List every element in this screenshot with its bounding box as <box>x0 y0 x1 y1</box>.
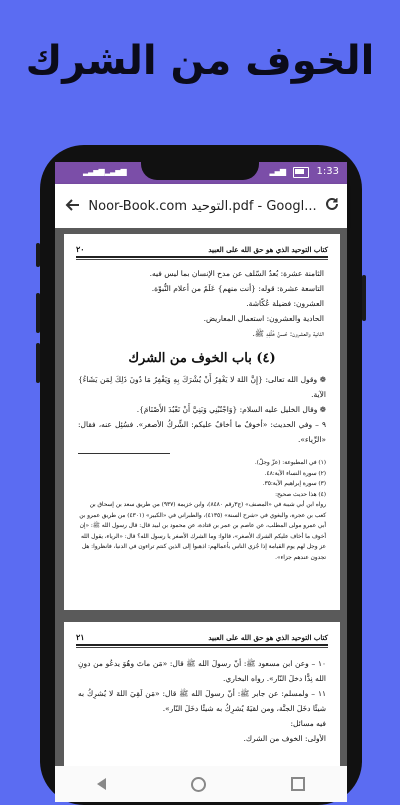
pdf-page <box>64 234 340 610</box>
phone-frame <box>40 145 362 805</box>
app-bar <box>55 184 347 228</box>
body-paragraph: الأولى: الخوف من الشرك. <box>243 734 326 743</box>
footnote: رواه ابن أبي شيبة في «المصنف» (ج٣رقم ٨٤٨٠)، وابن خزيمة (٩٣٧) من طريق سعد بن إسحاق بن كعب بن عجرة، والبغوي في «شرح السنة» (٤١٣٥)، والطبراني في «الكبير» (٤٣٠١) من طريق عمرو بن أبي عمرو مولى المطلب، عن عاصم بن عمر بن قتادة، عن محمود بن لبيد قال: قال رسول الله ﷺ: «إن أخوف ما أخاف عليكم الشرك الأصغر»، قالوا: وما الشرك الأصغر يا رسول الله؟ قال: «الرياء، يقول الله عز وجل لهم يوم القيامة إذا جُزي الناس بأعمالهم: اذهبوا إلى الذين كنتم تراءون في الدنيا، فانظروا: هل تجدون عندهم جزاء». <box>79 502 326 561</box>
signal-icon: ▂▃▅▆ <box>105 167 126 176</box>
camera-notch <box>141 160 259 180</box>
list-item: الحادية والعشرون: استعمال المعاريض. <box>203 314 324 323</box>
footnote: (١) في المطبوعة: (عزّ وجلّ). <box>254 460 326 466</box>
signal-icon: ▂▄▆ <box>269 167 285 176</box>
system-nav-bar <box>55 766 347 802</box>
header-rule <box>76 647 328 648</box>
pdf-viewer[interactable] <box>55 228 347 766</box>
nav-recents-icon[interactable] <box>291 777 305 791</box>
chapter-heading: (٤) باب الخوف من الشرك <box>128 351 276 366</box>
pdf-page <box>64 622 340 782</box>
nav-back-icon[interactable] <box>97 778 106 790</box>
status-bar <box>55 162 347 184</box>
nav-home-icon[interactable] <box>191 777 206 792</box>
battery-icon <box>293 167 309 178</box>
issue-list <box>80 266 324 341</box>
footnote-rule <box>78 453 170 454</box>
status-time: 1:33 <box>316 166 339 177</box>
list-item: الثامنة عشرة: بُعدُ السّلف عن مدح الإنسان بما ليس فيه. <box>149 269 324 278</box>
running-title: كتاب التوحيد الذي هو حق الله على العبيد <box>208 245 328 254</box>
phone-side-button <box>36 243 40 267</box>
footnotes <box>78 458 326 563</box>
promo-headline: الخوف من الشرك <box>25 38 375 84</box>
header-rule <box>76 259 328 260</box>
phone-side-button <box>36 343 40 383</box>
running-title: كتاب التوحيد الذي هو حق الله على العبيد <box>208 633 328 642</box>
footnote: (٣) سورة إبراهيم الآية:٣٥. <box>262 481 326 487</box>
page-number: ٢١ <box>76 632 85 642</box>
body-paragraph: ١٠ – وعن ابن مسعود ﷺ: أنّ رسولَ الله ﷺ قال: «مَن ماتَ وهُوَ يدعُو من دونِ الله نِدًّا دخلَ النّار». رواه البخاري. <box>78 659 326 683</box>
list-item: العشرون: فضيلة عُكّاشة. <box>246 299 324 308</box>
body-paragraph: ❁ وقال الخليل عليه السلام: {وَاجْنُبْنِي وَبَنِيَّ أَنْ نَعْبُدَ الأَصْنَامَ}. <box>136 405 326 414</box>
footnote: (٢) سورة النساء الآية:٤٨. <box>264 470 326 477</box>
document-title: Noor-Book.com التوحيد.pdf - Googl... <box>88 198 317 214</box>
phone-screen <box>55 162 347 802</box>
phone-power-button <box>362 275 366 321</box>
footnote: (٤) هذا حديث صحيح: <box>275 491 326 498</box>
list-item: الثانية والعشرون: حُسنُ خُلُقِهِ ﷺ. <box>252 329 324 338</box>
body-paragraph: ٩ – وفي الحديث: «أخوفُ ما أخافُ عليكم: الشِّركُ الأصغر». فسُئِل عنه، فقال: «الرِّياء». <box>78 420 326 444</box>
body-paragraph: ١١ – ولمسلم: عن جابر ﷺ: أنّ رسولَ الله ﷺ قال: «مَن لَقِيَ اللهَ لا يُشرِكُ به شيئًا دخَلَ الجنَّة، ومن لقيَهُ يُشرِكُ به شيئًا دخَلَ النّار». <box>78 689 326 713</box>
chapter-body <box>78 656 326 746</box>
arrow-back-icon[interactable] <box>55 194 88 219</box>
running-header <box>76 632 328 646</box>
phone-side-button <box>36 293 40 333</box>
reload-icon[interactable] <box>317 196 347 217</box>
running-header <box>76 244 328 258</box>
body-paragraph: ❁ وقول الله تعالى: {إِنَّ اللهَ لا يَغْفِرُ أَنْ يُشْرَكَ بِهِ وَيَغْفِرُ مَا دُونَ ذَلِكَ لِمَن يَشَاءُ} الآية. <box>78 375 326 399</box>
body-paragraph: فيه مسائل: <box>290 719 326 728</box>
list-item: التاسعة عشرة: قوله: {أنت منهم} عَلَمٌ من أعلام النُّبوّة. <box>151 284 324 293</box>
chapter-body <box>78 372 326 447</box>
page-number: ٢٠ <box>76 244 85 254</box>
signal-icon: ▂▃▅▆ <box>83 167 104 176</box>
